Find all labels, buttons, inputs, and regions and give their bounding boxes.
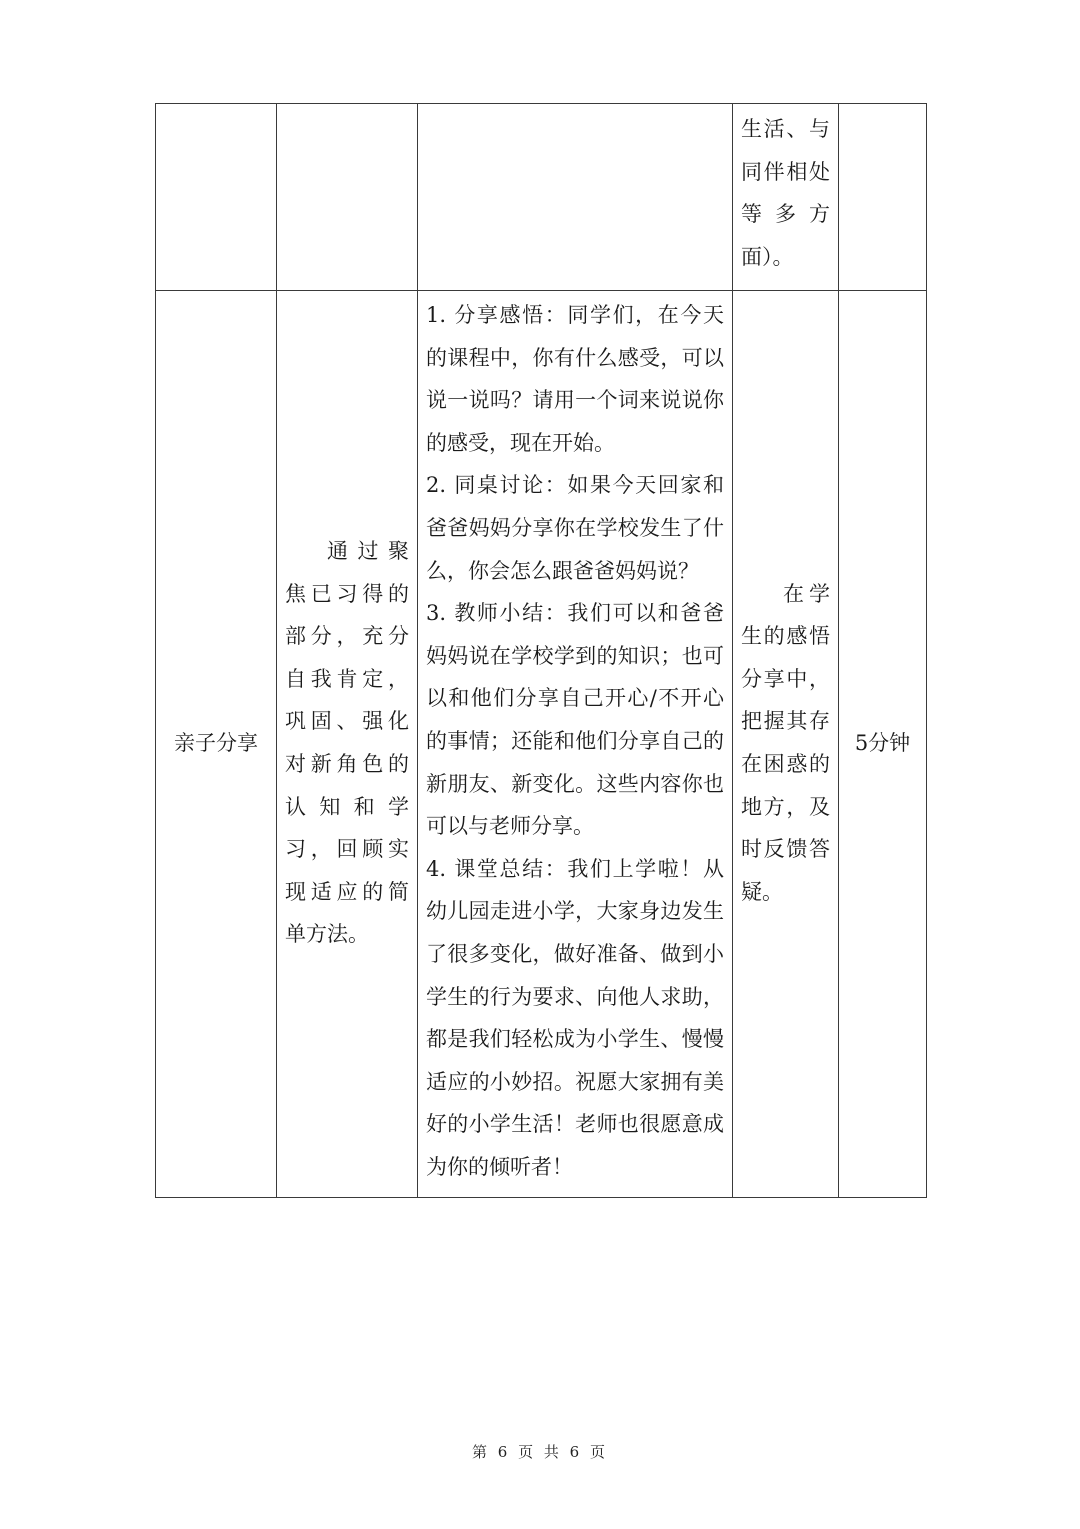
table-cell-empty: [418, 104, 733, 291]
goal-text: 通过聚焦已习得的部分，充分自我肯定，巩固、强化对新角色的认知和学习，回顾实现适应的简单方法。: [285, 539, 409, 947]
duration-text: 5分钟: [854, 730, 911, 755]
activities-list: [418, 291, 732, 1194]
assessment-text: 在学生的感悟分享中，把握其存在困惑的地方，及时反馈答疑。: [741, 581, 830, 904]
table-row: [156, 104, 927, 291]
table-cell-empty: [277, 104, 418, 291]
activities-cell: [418, 291, 733, 1198]
table-row: [156, 291, 927, 1198]
activity-item: 3. 教师小结：我们可以和爸爸妈妈说在学校学到的知识；也可以和他们分享自己开心/不开心的事情；还能和他们分享自己的新朋友、新变化。这些内容你也可以与老师分享。: [426, 601, 724, 839]
table-cell-empty: [839, 104, 927, 291]
activity-item: 4. 课堂总结：我们上学啦！从幼儿园走进小学，大家身边发生了很多变化，做好准备、做到小学生的行为要求、向他人求助，都是我们轻松成为小学生、慢慢适应的小妙招。祝愿大家拥有美好的小学生活！老师也很愿意成为你的倾听者！: [426, 856, 724, 1179]
stage-cell: [156, 291, 277, 1198]
assessment-cell: [733, 291, 839, 1198]
stage-label: 亲子分享: [174, 730, 258, 755]
goal-cell: [277, 291, 418, 1198]
duration-cell: [839, 291, 927, 1198]
page-footer: 第 6 页 共 6 页: [472, 1443, 608, 1461]
table-cell-assessment-continued: [733, 104, 839, 291]
assessment-continued-text: 生活、与同伴相处等多方面）。: [741, 117, 830, 269]
activity-item: 2. 同桌讨论：如果今天回家和爸爸妈妈分享你在学校发生了什么，你会怎么跟爸爸妈妈说？: [426, 473, 724, 583]
table-cell-empty: [156, 104, 277, 291]
activity-item: 1. 分享感悟：同学们，在今天的课程中，你有什么感受，可以说一说吗？请用一个词来说说你的感受，现在开始。: [426, 303, 724, 455]
lesson-plan-table: [155, 103, 927, 1198]
